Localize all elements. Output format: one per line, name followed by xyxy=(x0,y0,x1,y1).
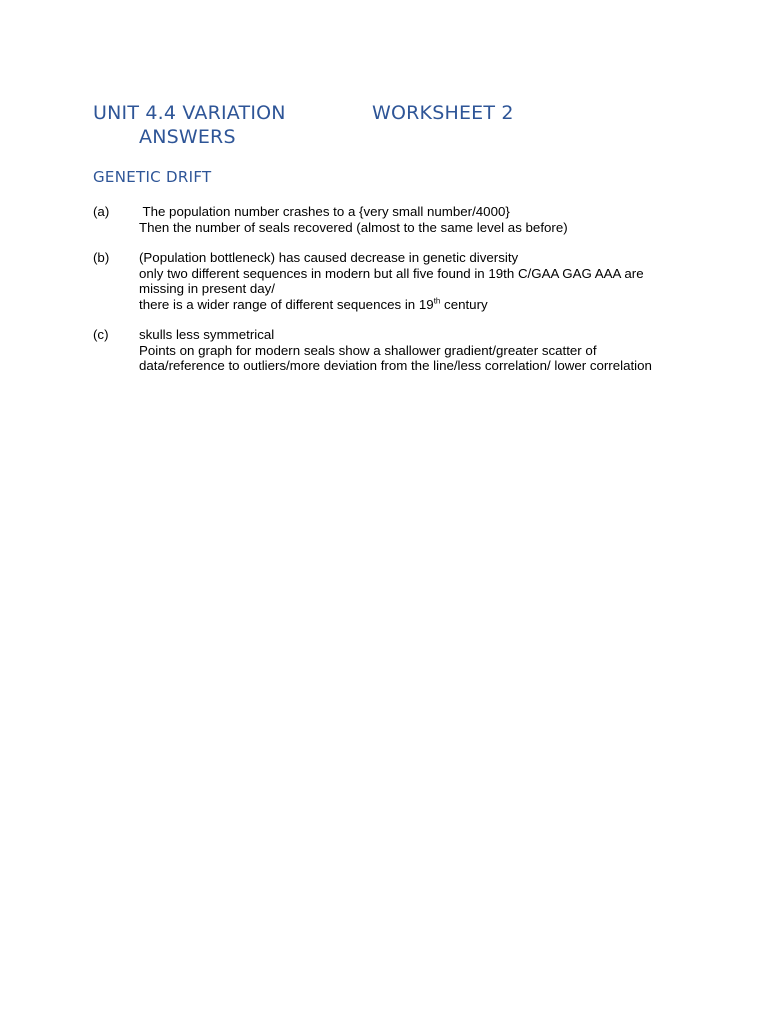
answer-text xyxy=(139,250,713,312)
answer-line-text: century xyxy=(440,296,488,312)
answer-line: skulls less symmetrical xyxy=(139,327,275,342)
answer-label: (a) xyxy=(93,204,110,219)
answer-line: Points on graph for modern seals show a shallower gradient/greater scatter of xyxy=(139,342,597,358)
answer-c xyxy=(93,327,713,374)
answer-line: (Population bottleneck) has caused decrease in genetic diversity xyxy=(139,250,519,265)
answer-text xyxy=(139,327,713,374)
page-title xyxy=(93,101,693,149)
answer-line: Then the number of seals recovered (almost to the same level as before) xyxy=(139,219,568,235)
answer-label: (b) xyxy=(93,250,110,265)
answer-text xyxy=(139,204,713,235)
title-unit: UNIT 4.4 VARIATION xyxy=(93,102,286,124)
title-worksheet: WORKSHEET 2 xyxy=(372,102,514,124)
ordinal-suffix: th xyxy=(433,296,441,306)
answer-line: data/reference to outliers/more deviation from the line/less correlation/ lower correlation xyxy=(139,358,652,374)
title-answers: ANSWERS xyxy=(139,126,236,148)
answer-a xyxy=(93,204,713,235)
answer-label: (c) xyxy=(93,327,109,342)
answer-line-text: there is a wider range of different sequences in 19 xyxy=(139,296,434,312)
answer-b xyxy=(93,250,713,312)
section-heading: GENETIC DRIFT xyxy=(93,168,212,186)
answer-line xyxy=(139,297,713,313)
answer-line: The population number crashes to a {very small number/4000} xyxy=(139,204,510,219)
answer-line: only two different sequences in modern but all five found in 19th C/GAA GAG AAA are xyxy=(139,265,644,281)
answer-line: missing in present day/ xyxy=(139,281,275,297)
